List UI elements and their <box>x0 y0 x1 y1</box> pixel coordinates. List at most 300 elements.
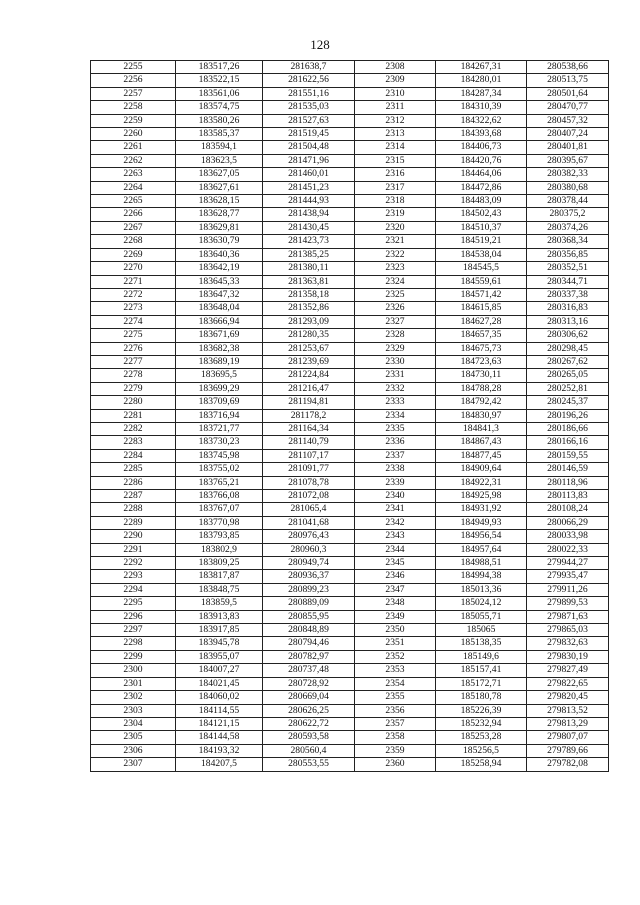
y-coordinate-left: 280794,46 <box>263 637 355 650</box>
table-row <box>91 597 609 610</box>
point-number-left: 2300 <box>91 664 176 677</box>
point-number-left: 2298 <box>91 637 176 650</box>
y-coordinate-right: 279822,65 <box>527 677 609 690</box>
x-coordinate-right: 185065 <box>436 624 527 637</box>
point-number-right: 2339 <box>355 476 436 489</box>
y-coordinate-left: 280936,37 <box>263 570 355 583</box>
x-coordinate-left: 183574,75 <box>176 101 263 114</box>
x-coordinate-left: 183917,85 <box>176 624 263 637</box>
point-number-left: 2280 <box>91 396 176 409</box>
y-coordinate-right: 280316,83 <box>527 302 609 315</box>
x-coordinate-right: 184472,86 <box>436 181 527 194</box>
table-row <box>91 704 609 717</box>
table-row <box>91 315 609 328</box>
point-number-right: 2327 <box>355 315 436 328</box>
y-coordinate-right: 280352,51 <box>527 262 609 275</box>
y-coordinate-left: 281293,09 <box>263 315 355 328</box>
y-coordinate-right: 280146,59 <box>527 463 609 476</box>
x-coordinate-right: 185180,78 <box>436 691 527 704</box>
x-coordinate-left: 183627,61 <box>176 181 263 194</box>
y-coordinate-left: 281451,23 <box>263 181 355 194</box>
point-number-right: 2314 <box>355 141 436 154</box>
point-number-left: 2274 <box>91 315 176 328</box>
point-number-left: 2294 <box>91 583 176 596</box>
y-coordinate-left: 281519,45 <box>263 128 355 141</box>
table-row <box>91 570 609 583</box>
point-number-right: 2323 <box>355 262 436 275</box>
x-coordinate-left: 183859,5 <box>176 597 263 610</box>
y-coordinate-right: 280313,16 <box>527 315 609 328</box>
x-coordinate-left: 183716,94 <box>176 409 263 422</box>
y-coordinate-right: 280022,33 <box>527 543 609 556</box>
x-coordinate-right: 184571,42 <box>436 288 527 301</box>
table-row <box>91 168 609 181</box>
x-coordinate-left: 183709,69 <box>176 396 263 409</box>
table-row <box>91 248 609 261</box>
point-number-left: 2267 <box>91 221 176 234</box>
x-coordinate-left: 183628,77 <box>176 208 263 221</box>
y-coordinate-right: 280344,71 <box>527 275 609 288</box>
y-coordinate-right: 279789,66 <box>527 744 609 757</box>
y-coordinate-left: 281164,34 <box>263 422 355 435</box>
point-number-right: 2333 <box>355 396 436 409</box>
x-coordinate-right: 184464,06 <box>436 168 527 181</box>
point-number-left: 2268 <box>91 235 176 248</box>
x-coordinate-left: 183721,77 <box>176 422 263 435</box>
x-coordinate-left: 183628,15 <box>176 195 263 208</box>
y-coordinate-right: 280395,67 <box>527 154 609 167</box>
x-coordinate-left: 183642,19 <box>176 262 263 275</box>
y-coordinate-right: 280380,68 <box>527 181 609 194</box>
table-row <box>91 490 609 503</box>
point-number-left: 2304 <box>91 717 176 730</box>
x-coordinate-right: 185232,94 <box>436 717 527 730</box>
point-number-left: 2272 <box>91 288 176 301</box>
y-coordinate-right: 280374,26 <box>527 221 609 234</box>
x-coordinate-right: 185157,41 <box>436 664 527 677</box>
point-number-right: 2345 <box>355 557 436 570</box>
point-number-left: 2264 <box>91 181 176 194</box>
x-coordinate-left: 183765,21 <box>176 476 263 489</box>
point-number-left: 2292 <box>91 557 176 570</box>
x-coordinate-left: 183745,98 <box>176 449 263 462</box>
point-number-right: 2359 <box>355 744 436 757</box>
x-coordinate-left: 183766,08 <box>176 490 263 503</box>
y-coordinate-right: 280457,32 <box>527 114 609 127</box>
point-number-left: 2270 <box>91 262 176 275</box>
y-coordinate-left: 281078,78 <box>263 476 355 489</box>
x-coordinate-right: 184877,45 <box>436 449 527 462</box>
table-row <box>91 154 609 167</box>
table-row <box>91 758 609 771</box>
x-coordinate-left: 183666,94 <box>176 315 263 328</box>
point-number-left: 2291 <box>91 543 176 556</box>
x-coordinate-right: 185258,94 <box>436 758 527 771</box>
x-coordinate-left: 184207,5 <box>176 758 263 771</box>
table-row <box>91 141 609 154</box>
point-number-right: 2336 <box>355 436 436 449</box>
point-number-left: 2255 <box>91 61 176 74</box>
x-coordinate-right: 184393,68 <box>436 128 527 141</box>
x-coordinate-left: 183645,33 <box>176 275 263 288</box>
x-coordinate-left: 184121,15 <box>176 717 263 730</box>
x-coordinate-left: 183817,87 <box>176 570 263 583</box>
y-coordinate-right: 280108,24 <box>527 503 609 516</box>
table-row <box>91 731 609 744</box>
table-row <box>91 503 609 516</box>
table-row <box>91 677 609 690</box>
y-coordinate-left: 281107,17 <box>263 449 355 462</box>
y-coordinate-right: 279830,19 <box>527 650 609 663</box>
page-number: 128 <box>310 37 330 52</box>
table-row <box>91 624 609 637</box>
point-number-left: 2261 <box>91 141 176 154</box>
y-coordinate-right: 279832,63 <box>527 637 609 650</box>
y-coordinate-left: 280848,89 <box>263 624 355 637</box>
x-coordinate-right: 184310,39 <box>436 101 527 114</box>
point-number-right: 2319 <box>355 208 436 221</box>
table-row <box>91 61 609 74</box>
table-row <box>91 87 609 100</box>
point-number-right: 2322 <box>355 248 436 261</box>
y-coordinate-left: 281358,18 <box>263 288 355 301</box>
y-coordinate-left: 281423,73 <box>263 235 355 248</box>
x-coordinate-left: 183695,5 <box>176 369 263 382</box>
point-number-right: 2346 <box>355 570 436 583</box>
x-coordinate-left: 184114,55 <box>176 704 263 717</box>
x-coordinate-right: 184988,51 <box>436 557 527 570</box>
coordinates-table <box>90 60 609 772</box>
x-coordinate-left: 183682,38 <box>176 342 263 355</box>
y-coordinate-right: 280513,75 <box>527 74 609 87</box>
point-number-left: 2286 <box>91 476 176 489</box>
point-number-right: 2316 <box>355 168 436 181</box>
y-coordinate-right: 280375,2 <box>527 208 609 221</box>
x-coordinate-right: 184538,04 <box>436 248 527 261</box>
point-number-right: 2350 <box>355 624 436 637</box>
table-row <box>91 262 609 275</box>
y-coordinate-right: 279865,03 <box>527 624 609 637</box>
y-coordinate-left: 280553,55 <box>263 758 355 771</box>
x-coordinate-right: 185024,12 <box>436 597 527 610</box>
x-coordinate-right: 184723,63 <box>436 355 527 368</box>
y-coordinate-right: 280113,83 <box>527 490 609 503</box>
point-number-left: 2287 <box>91 490 176 503</box>
x-coordinate-left: 184060,02 <box>176 691 263 704</box>
x-coordinate-left: 184021,45 <box>176 677 263 690</box>
y-coordinate-left: 281471,96 <box>263 154 355 167</box>
x-coordinate-left: 183913,83 <box>176 610 263 623</box>
x-coordinate-right: 184830,97 <box>436 409 527 422</box>
x-coordinate-left: 183647,32 <box>176 288 263 301</box>
y-coordinate-left: 280593,58 <box>263 731 355 744</box>
point-number-right: 2349 <box>355 610 436 623</box>
y-coordinate-left: 280960,3 <box>263 543 355 556</box>
table-row <box>91 476 609 489</box>
x-coordinate-right: 184792,42 <box>436 396 527 409</box>
x-coordinate-right: 184559,61 <box>436 275 527 288</box>
x-coordinate-right: 184267,31 <box>436 61 527 74</box>
point-number-right: 2318 <box>355 195 436 208</box>
y-coordinate-right: 280186,66 <box>527 422 609 435</box>
table-row <box>91 717 609 730</box>
point-number-left: 2275 <box>91 329 176 342</box>
x-coordinate-left: 183630,79 <box>176 235 263 248</box>
x-coordinate-right: 184322,62 <box>436 114 527 127</box>
table-row <box>91 744 609 757</box>
point-number-left: 2290 <box>91 530 176 543</box>
table-row <box>91 396 609 409</box>
y-coordinate-left: 281460,01 <box>263 168 355 181</box>
x-coordinate-right: 184841,3 <box>436 422 527 435</box>
x-coordinate-right: 184788,28 <box>436 382 527 395</box>
x-coordinate-right: 184545,5 <box>436 262 527 275</box>
y-coordinate-right: 280501,64 <box>527 87 609 100</box>
table-row <box>91 114 609 127</box>
y-coordinate-right: 280538,66 <box>527 61 609 74</box>
x-coordinate-right: 184280,01 <box>436 74 527 87</box>
y-coordinate-right: 280252,81 <box>527 382 609 395</box>
point-number-right: 2341 <box>355 503 436 516</box>
y-coordinate-left: 281438,94 <box>263 208 355 221</box>
point-number-right: 2332 <box>355 382 436 395</box>
x-coordinate-left: 183755,02 <box>176 463 263 476</box>
table-row <box>91 610 609 623</box>
table-row <box>91 74 609 87</box>
x-coordinate-left: 183517,26 <box>176 61 263 74</box>
point-number-right: 2311 <box>355 101 436 114</box>
y-coordinate-right: 280378,44 <box>527 195 609 208</box>
x-coordinate-left: 184144,58 <box>176 731 263 744</box>
point-number-right: 2315 <box>355 154 436 167</box>
x-coordinate-left: 183580,26 <box>176 114 263 127</box>
table-row <box>91 235 609 248</box>
table-row <box>91 422 609 435</box>
y-coordinate-right: 280166,16 <box>527 436 609 449</box>
point-number-right: 2348 <box>355 597 436 610</box>
point-number-left: 2295 <box>91 597 176 610</box>
x-coordinate-left: 183945,78 <box>176 637 263 650</box>
point-number-right: 2324 <box>355 275 436 288</box>
x-coordinate-right: 185253,28 <box>436 731 527 744</box>
y-coordinate-left: 281535,03 <box>263 101 355 114</box>
x-coordinate-left: 183629,81 <box>176 221 263 234</box>
table-row <box>91 342 609 355</box>
x-coordinate-right: 185226,39 <box>436 704 527 717</box>
point-number-left: 2281 <box>91 409 176 422</box>
y-coordinate-left: 281385,25 <box>263 248 355 261</box>
point-number-left: 2283 <box>91 436 176 449</box>
x-coordinate-left: 184193,32 <box>176 744 263 757</box>
point-number-right: 2330 <box>355 355 436 368</box>
y-coordinate-left: 281216,47 <box>263 382 355 395</box>
y-coordinate-right: 280306,62 <box>527 329 609 342</box>
y-coordinate-right: 280265,05 <box>527 369 609 382</box>
y-coordinate-left: 281280,35 <box>263 329 355 342</box>
y-coordinate-right: 279820,45 <box>527 691 609 704</box>
x-coordinate-right: 184909,64 <box>436 463 527 476</box>
x-coordinate-left: 183648,04 <box>176 302 263 315</box>
point-number-left: 2288 <box>91 503 176 516</box>
y-coordinate-left: 281253,67 <box>263 342 355 355</box>
point-number-left: 2263 <box>91 168 176 181</box>
y-coordinate-left: 280889,09 <box>263 597 355 610</box>
y-coordinate-left: 280669,04 <box>263 691 355 704</box>
x-coordinate-right: 185055,71 <box>436 610 527 623</box>
y-coordinate-left: 281363,81 <box>263 275 355 288</box>
point-number-right: 2335 <box>355 422 436 435</box>
x-coordinate-left: 183848,75 <box>176 583 263 596</box>
y-coordinate-right: 279827,49 <box>527 664 609 677</box>
x-coordinate-right: 184931,92 <box>436 503 527 516</box>
table-row <box>91 583 609 596</box>
x-coordinate-right: 184925,98 <box>436 490 527 503</box>
table-row <box>91 382 609 395</box>
y-coordinate-left: 281622,56 <box>263 74 355 87</box>
table-row <box>91 101 609 114</box>
y-coordinate-left: 280949,74 <box>263 557 355 570</box>
table-row <box>91 329 609 342</box>
x-coordinate-left: 183585,37 <box>176 128 263 141</box>
point-number-left: 2273 <box>91 302 176 315</box>
point-number-right: 2337 <box>355 449 436 462</box>
x-coordinate-right: 184510,37 <box>436 221 527 234</box>
point-number-right: 2351 <box>355 637 436 650</box>
table-row <box>91 355 609 368</box>
x-coordinate-right: 184994,38 <box>436 570 527 583</box>
table-row <box>91 302 609 315</box>
x-coordinate-right: 185256,5 <box>436 744 527 757</box>
point-number-left: 2285 <box>91 463 176 476</box>
point-number-left: 2297 <box>91 624 176 637</box>
y-coordinate-left: 280626,25 <box>263 704 355 717</box>
y-coordinate-left: 280737,48 <box>263 664 355 677</box>
point-number-left: 2293 <box>91 570 176 583</box>
y-coordinate-right: 279911,26 <box>527 583 609 596</box>
x-coordinate-right: 185149,6 <box>436 650 527 663</box>
table-row <box>91 664 609 677</box>
point-number-right: 2342 <box>355 516 436 529</box>
point-number-right: 2338 <box>355 463 436 476</box>
point-number-left: 2258 <box>91 101 176 114</box>
y-coordinate-right: 279807,07 <box>527 731 609 744</box>
y-coordinate-left: 281140,79 <box>263 436 355 449</box>
y-coordinate-left: 281072,08 <box>263 490 355 503</box>
y-coordinate-left: 281638,7 <box>263 61 355 74</box>
point-number-right: 2347 <box>355 583 436 596</box>
y-coordinate-left: 281041,68 <box>263 516 355 529</box>
y-coordinate-left: 281091,77 <box>263 463 355 476</box>
point-number-right: 2340 <box>355 490 436 503</box>
point-number-left: 2260 <box>91 128 176 141</box>
y-coordinate-right: 279813,29 <box>527 717 609 730</box>
point-number-left: 2269 <box>91 248 176 261</box>
y-coordinate-right: 280118,96 <box>527 476 609 489</box>
x-coordinate-left: 183689,19 <box>176 355 263 368</box>
y-coordinate-left: 281380,11 <box>263 262 355 275</box>
x-coordinate-left: 183594,1 <box>176 141 263 154</box>
table-row <box>91 288 609 301</box>
point-number-right: 2321 <box>355 235 436 248</box>
x-coordinate-right: 184730,11 <box>436 369 527 382</box>
point-number-right: 2309 <box>355 74 436 87</box>
y-coordinate-right: 279935,47 <box>527 570 609 583</box>
y-coordinate-left: 281194,81 <box>263 396 355 409</box>
x-coordinate-left: 183730,23 <box>176 436 263 449</box>
point-number-right: 2355 <box>355 691 436 704</box>
y-coordinate-right: 279782,08 <box>527 758 609 771</box>
x-coordinate-left: 183561,06 <box>176 87 263 100</box>
y-coordinate-right: 280470,77 <box>527 101 609 114</box>
y-coordinate-right: 280267,62 <box>527 355 609 368</box>
table-row <box>91 650 609 663</box>
y-coordinate-right: 279871,63 <box>527 610 609 623</box>
point-number-right: 2352 <box>355 650 436 663</box>
y-coordinate-right: 280337,38 <box>527 288 609 301</box>
point-number-left: 2306 <box>91 744 176 757</box>
point-number-right: 2329 <box>355 342 436 355</box>
table-row <box>91 208 609 221</box>
y-coordinate-right: 280245,37 <box>527 396 609 409</box>
y-coordinate-left: 281239,69 <box>263 355 355 368</box>
y-coordinate-left: 281352,86 <box>263 302 355 315</box>
point-number-left: 2266 <box>91 208 176 221</box>
x-coordinate-left: 183640,36 <box>176 248 263 261</box>
x-coordinate-right: 184867,43 <box>436 436 527 449</box>
x-coordinate-right: 184483,09 <box>436 195 527 208</box>
point-number-left: 2299 <box>91 650 176 663</box>
x-coordinate-right: 184949,93 <box>436 516 527 529</box>
table-row <box>91 691 609 704</box>
table-row <box>91 221 609 234</box>
point-number-right: 2353 <box>355 664 436 677</box>
table-row <box>91 409 609 422</box>
point-number-right: 2308 <box>355 61 436 74</box>
coordinates-table-body <box>91 61 609 772</box>
point-number-right: 2317 <box>355 181 436 194</box>
y-coordinate-right: 280298,45 <box>527 342 609 355</box>
y-coordinate-left: 280782,97 <box>263 650 355 663</box>
point-number-left: 2302 <box>91 691 176 704</box>
point-number-left: 2257 <box>91 87 176 100</box>
point-number-right: 2326 <box>355 302 436 315</box>
y-coordinate-right: 280356,85 <box>527 248 609 261</box>
x-coordinate-right: 184615,85 <box>436 302 527 315</box>
y-coordinate-left: 281527,63 <box>263 114 355 127</box>
y-coordinate-right: 280401,81 <box>527 141 609 154</box>
x-coordinate-left: 183627,05 <box>176 168 263 181</box>
point-number-left: 2284 <box>91 449 176 462</box>
x-coordinate-right: 184657,35 <box>436 329 527 342</box>
point-number-right: 2331 <box>355 369 436 382</box>
point-number-left: 2305 <box>91 731 176 744</box>
table-row <box>91 463 609 476</box>
point-number-right: 2356 <box>355 704 436 717</box>
table-row <box>91 369 609 382</box>
y-coordinate-left: 281065,4 <box>263 503 355 516</box>
x-coordinate-right: 184420,76 <box>436 154 527 167</box>
x-coordinate-right: 184406,73 <box>436 141 527 154</box>
x-coordinate-left: 183770,98 <box>176 516 263 529</box>
table-row <box>91 275 609 288</box>
x-coordinate-right: 184287,34 <box>436 87 527 100</box>
table-row <box>91 543 609 556</box>
point-number-right: 2310 <box>355 87 436 100</box>
point-number-right: 2357 <box>355 717 436 730</box>
point-number-left: 2289 <box>91 516 176 529</box>
point-number-right: 2312 <box>355 114 436 127</box>
point-number-left: 2276 <box>91 342 176 355</box>
